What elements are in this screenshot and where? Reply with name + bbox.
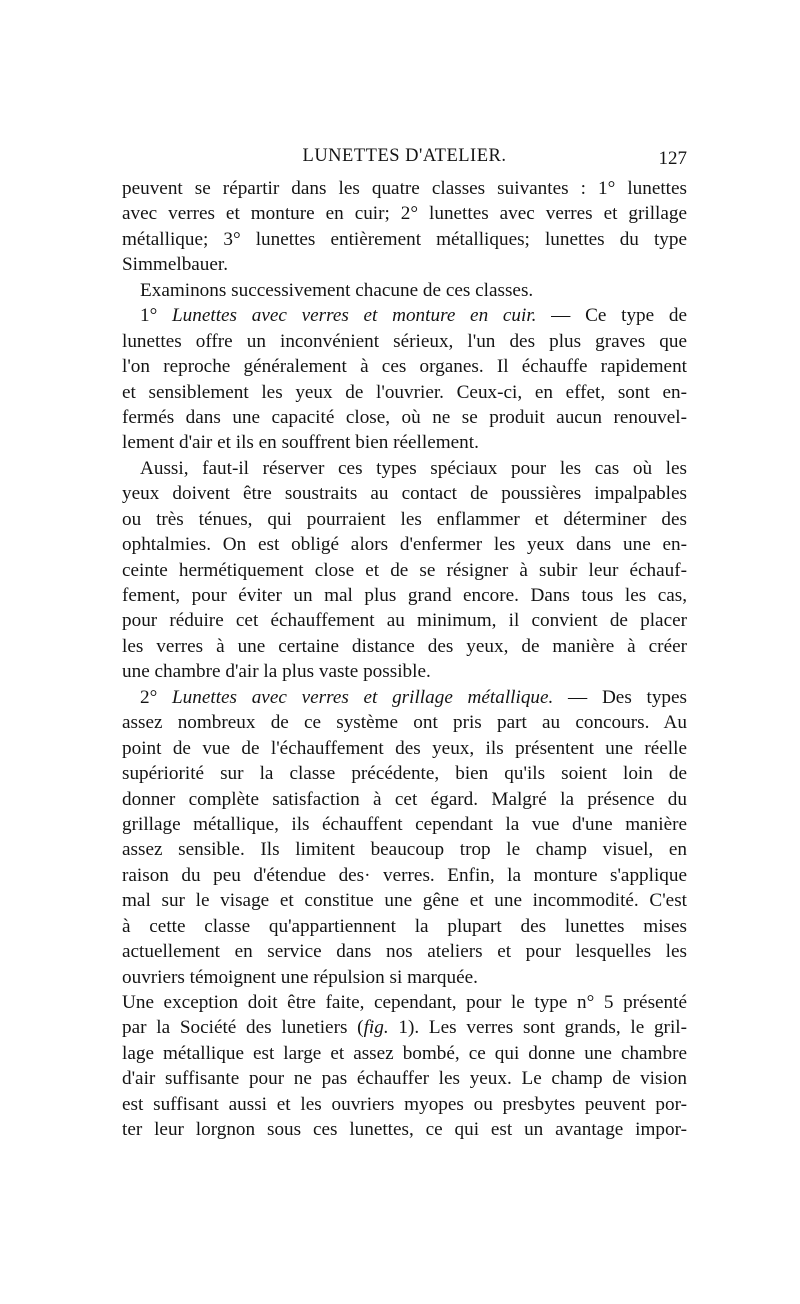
text-line: ouvriers témoignent une répulsion si marquée.	[122, 966, 478, 988]
text-line: ophtalmies. On est obligé alors d'enfermer les yeux dans une en-	[122, 534, 687, 556]
text-line: donner complète satisfaction à cet égard. Malgré la présence du	[122, 788, 687, 810]
text-line: fermés dans une capacité close, où ne se produit aucun renouvel-	[122, 406, 687, 428]
section-heading: Lunettes avec verres et monture en cuir.	[171, 305, 537, 327]
text-line: ou très ténues, qui pourraient les enflammer et déterminer des	[122, 508, 687, 530]
running-head	[122, 146, 687, 172]
text-line: d'air suffisante pour ne pas échauffer les yeux. Le champ de vision	[122, 1068, 687, 1090]
text-line: fement, pour éviter un mal plus grand encore. Dans tous les cas,	[122, 585, 687, 606]
section-heading-line	[122, 303, 687, 328]
page-number: 127	[658, 148, 687, 169]
text-line: supériorité sur la classe précédente, bien qu'ils soient loin de	[122, 763, 687, 785]
text-line: lunettes offre un inconvénient sérieux, l'un des plus graves que	[122, 330, 687, 352]
text-line: ter leur lorgnon sous ces lunettes, ce qui est un avantage impor-	[122, 1119, 687, 1141]
running-title: LUNETTES D'ATELIER.	[302, 146, 507, 166]
text-line: grillage métallique, ils échauffent cependant la vue d'une manière	[122, 813, 687, 835]
text-line: métallique; 3° lunettes entièrement métalliques; lunettes du type	[122, 228, 687, 250]
text-line: mal sur le visage et constitue une gêne et une incommodité. C'est	[122, 890, 687, 912]
text-line: Une exception doit être faite, cependant, pour le type n° 5 présenté	[122, 992, 687, 1013]
text-line: actuellement en service dans nos ateliers et pour lesquelles les	[122, 941, 687, 963]
text-line: Simmelbauer.	[122, 254, 229, 276]
text-line: ceinte hermétiquement close et de se résigner à subir leur échauf-	[122, 559, 687, 581]
text-line: Examinons successivement chacune de ces classes.	[140, 279, 534, 301]
text-line: les verres à une certaine distance des yeux, de manière à créer	[122, 635, 687, 657]
section-heading: Lunettes avec verres et grillage métallique.	[171, 686, 554, 708]
section-number: 1°	[140, 305, 172, 327]
text-line: peuvent se répartir dans les quatre classes suivantes : 1° lunettes	[122, 178, 687, 199]
text-line: est suffisant aussi et les ouvriers myopes ou presbytes peuvent por-	[122, 1093, 687, 1115]
text-line: assez nombreux de ce système ont pris part au concours. Au	[122, 712, 687, 734]
text-line: et sensiblement les yeux de l'ouvrier. Ceux-ci, en effet, sont en-	[122, 381, 687, 403]
text-line: lement d'air et ils en souffrent bien réellement.	[122, 432, 479, 454]
heading-continuation: — Des types	[553, 686, 688, 708]
text-line: yeux doivent être soustraits au contact de poussières impalpables	[122, 483, 687, 505]
text-line: point de vue de l'échauffement des yeux, ils présentent une réelle	[122, 737, 687, 759]
text-line: à cette classe qu'appartiennent la plupart des lunettes mises	[122, 915, 687, 937]
line-start: par la Société des lunetiers (	[122, 1017, 364, 1039]
text-line: avec verres et monture en cuir; 2° lunettes avec verres et grillage	[122, 203, 687, 225]
text-line: raison du peu d'étendue des· verres. Enfin, la monture s'applique	[122, 864, 687, 886]
text-line: Aussi, faut-il réserver ces types spéciaux pour les cas où les	[140, 457, 687, 479]
text-line: assez sensible. Ils limitent beaucoup trop le champ visuel, en	[122, 839, 687, 861]
figure-reference: fig.	[363, 1017, 389, 1039]
section-number: 2°	[140, 686, 172, 708]
section-heading-line	[122, 685, 687, 710]
text-line: lage métallique est large et assez bombé, ce qui donne une chambre	[122, 1042, 687, 1064]
body-text	[122, 176, 687, 1143]
text-line: l'on reproche généralement à ces organes. Il échauffe rapidement	[122, 356, 687, 378]
text-line: une chambre d'air la plus vaste possible.	[122, 661, 431, 683]
heading-continuation: — Ce type de	[536, 305, 687, 327]
text-line: pour réduire cet échauffement au minimum, il convient de placer	[122, 610, 687, 632]
line-end: 1). Les verres sont grands, le gril-	[388, 1017, 688, 1039]
figure-reference-line	[122, 1015, 687, 1040]
